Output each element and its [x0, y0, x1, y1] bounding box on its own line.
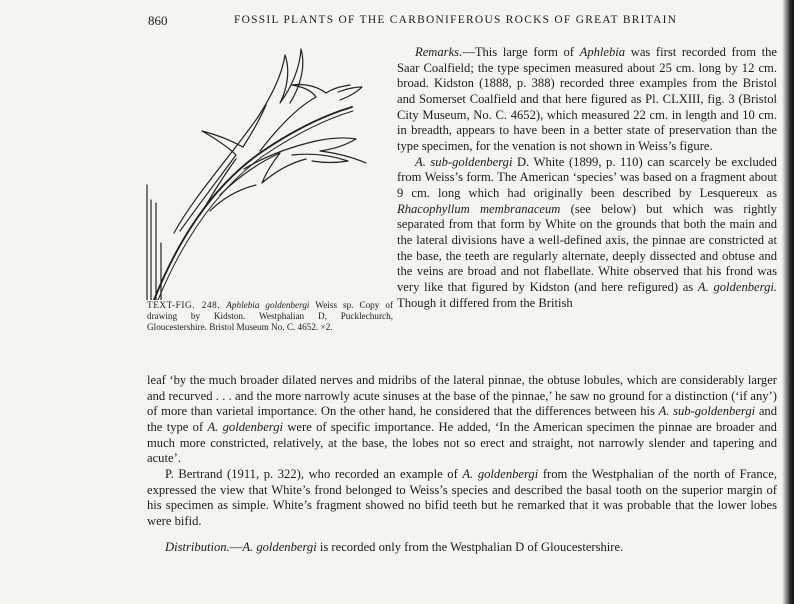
para2-cont-text-1: leaf ‘by the much broader dilated nerves and midribs of the lateral pinnae, the obtuse lobules, which are considerably larger and recurved . . . and the more narrowly acute sinuses at the base of the pinnae,’ he saw no ground for a distinction (‘if any’) of more than varietal importance. On the other hand, he considered that the differences between his: [147, 373, 777, 419]
distribution-paragraph: [147, 540, 777, 556]
pinna-top-long: [174, 49, 303, 233]
distribution-label: Distribution.: [165, 539, 230, 554]
figure-caption: [147, 300, 393, 333]
pinna-lower-3: [210, 185, 256, 211]
species-goldenbergi-2: A. goldenbergi: [207, 419, 284, 434]
para3-text-2: from the Westphalian of the north of France, expressed the view that White’s frond belonged to Weiss’s species and described the basal tooth on the superior margin of his specimen as simple. White’s fragment showed no bifid teeth but he remarked that it was probable that the lower lobes were bifid.: [147, 466, 778, 528]
pinna-upper-right-tip: [338, 87, 362, 100]
full-width-text: [147, 373, 777, 555]
remarks-text-2: was first recorded from the Saar Coalfield; the type specimen measured about 25 cm. long by 12 cm. broad. Kidston (1888, p. 388) recorded three examples from the Bristol and Somerset Coalfield and that here figured as Pl. CLXIII, fig. 3 (Bristol City Museum, No. C. 4652), which measured 22 cm. in length and 10 cm. in breadth, appears to have been in a better state of preservation than the type specimen, for the venation is not shown in Weiss’s figure.: [397, 45, 777, 153]
page-number: 860: [148, 13, 168, 28]
aphlebia-sketch: [140, 45, 384, 300]
distribution-dash: —: [229, 539, 243, 554]
species-rhacophyllum: Rhacophyllum membranaceum: [397, 201, 561, 216]
para2-text-2: (see below) but which was rightly separated from that form by White on the grounds that both the main and the lateral divisions have a well-defined axis, the pinnae are constricted at the base, the teeth are regularly alternate, deeply dissected and obtuse and the veins are broad and not flabellate. White observed that his frond was very like that figured by Kidston (and here refigured) as: [397, 201, 777, 294]
distribution-text: is recorded only from the Westphalian D of Gloucestershire.: [316, 539, 624, 554]
species-sub-goldenbergi-2: A. sub-goldenbergi: [658, 404, 756, 419]
bertrand-paragraph: [147, 467, 777, 530]
para2-continuation: [147, 373, 777, 467]
pinna-upper-right: [260, 84, 350, 151]
remarks-paragraph: [397, 45, 777, 155]
para2-cont-text-2: and the type of: [147, 404, 778, 434]
caption-species: Aphlebia goldenbergi: [226, 300, 310, 310]
para2-text-3: Though it differed from the British: [397, 295, 573, 310]
species-goldenbergi-3: A. goldenbergi: [462, 466, 539, 481]
pinna-lower-4: [292, 154, 348, 162]
para2-text-1: D. White (1899, p. 110) can scarcely be excluded from Weiss’s form. The American ‘species’ was based on a fragment about 9 cm. long which had originally been described by Lesquereux as: [397, 154, 777, 200]
caption-text: Weiss sp. Copy of drawing by Kidston. Westphalian D, Pucklechurch, Gloucestershire. Bristol Museum No. C. 4652. ×2.: [147, 300, 394, 332]
para3-text-1: P. Bertrand (1911, p. 322), who recorded an example of: [165, 466, 463, 481]
para2-cont-text-3: were of specific importance. He added, ‘In the American specimen the pinnae are broader and much more constricted, relatively, at the base, the lobes not so erect and straight, not narrowly slender and tapering and acute’.: [147, 419, 777, 466]
running-title: FOSSIL PLANTS OF THE CARBONIFEROUS ROCKS OF GREAT BRITAIN: [234, 14, 678, 26]
main-axis: [154, 107, 352, 300]
page-header: [148, 13, 754, 31]
species-goldenbergi: A. goldenbergi.: [697, 279, 778, 294]
page-edge-shadow: [782, 0, 794, 604]
remarks-genus: Aphlebia: [579, 45, 626, 59]
remarks-label: Remarks.: [415, 45, 463, 59]
pinna-lower-2: [244, 138, 366, 169]
caption-label: TEXT-FIG. 248.: [147, 300, 221, 310]
fossil-frond-drawing: [140, 45, 384, 300]
right-column-text: [397, 45, 777, 311]
species-goldenbergi-4: A. goldenbergi: [242, 539, 317, 554]
species-sub-goldenbergi: A. sub-goldenbergi: [415, 154, 513, 169]
remarks-text-1: —This large form of: [462, 45, 580, 59]
sub-goldenbergi-paragraph: [397, 155, 777, 312]
